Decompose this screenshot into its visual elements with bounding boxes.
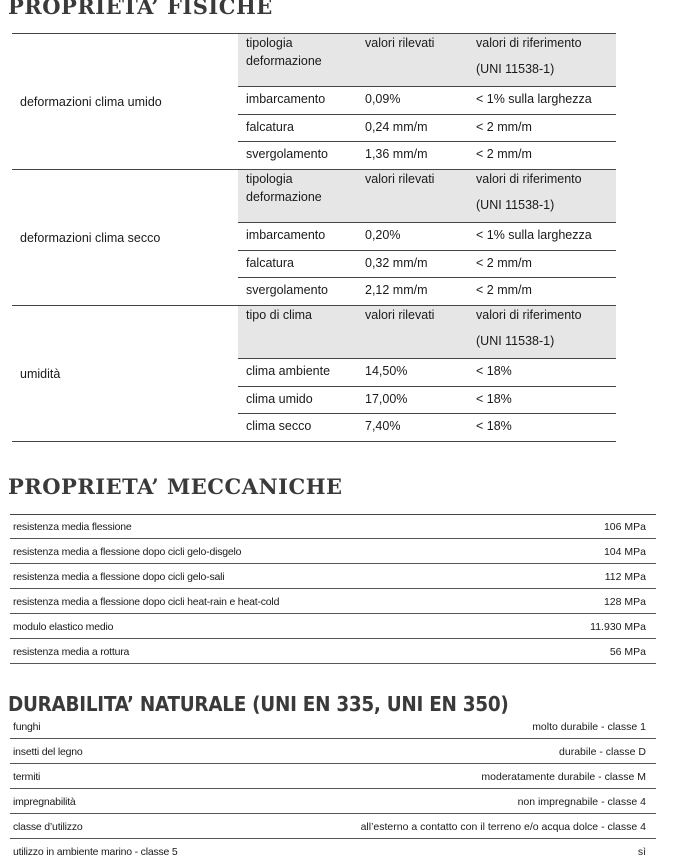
durability-property: utilizzo in ambiente marino - classe 5 [13, 846, 178, 858]
header-type-label: tipologia [246, 172, 293, 186]
mechanical-row [10, 514, 656, 539]
mechanical-row [10, 589, 656, 614]
durability-row [10, 739, 656, 764]
row-rule [238, 141, 616, 142]
row-rule [238, 277, 616, 278]
row-type: clima ambiente [246, 364, 331, 378]
row-reference: < 18% [476, 364, 512, 378]
row-rule [238, 250, 616, 251]
mechanical-value: 106 MPa [603, 521, 646, 533]
durability-property: funghi [13, 721, 41, 733]
row-value: 7,40% [365, 419, 401, 433]
durability-row [10, 839, 656, 860]
header-type-label-2: deformazione [246, 54, 322, 68]
durability-row [10, 789, 656, 814]
row-type: svergolamento [246, 147, 328, 161]
row-reference: < 1% sulla larghezza [476, 92, 592, 106]
mechanical-value: 128 MPa [603, 596, 646, 608]
mechanical-value: 104 MPa [603, 546, 646, 558]
row-type: clima umido [246, 391, 313, 406]
row-type: falcatura [246, 119, 294, 134]
row-reference: < 2 mm/m [476, 147, 532, 161]
row-rule [238, 413, 616, 414]
row-type: falcatura [246, 255, 294, 270]
durability-row [10, 764, 656, 789]
section-title-fisiche: PROPRIETA’ FISICHE [8, 0, 273, 19]
durability-property: termiti [13, 771, 41, 783]
header-reference-label: valori di riferimento [476, 36, 582, 50]
header-values-label: valori rilevati [365, 36, 435, 50]
durability-property: impregnabilità [13, 796, 76, 808]
row-value: 2,12 mm/m [365, 283, 428, 297]
row-reference: < 2 mm/m [476, 283, 532, 297]
group-label: umidità [20, 366, 61, 381]
mechanical-property: resistenza media a flessione dopo cicli heat-rain e heat-cold [13, 596, 280, 608]
header-type-label: tipologia [246, 36, 293, 50]
row-value: 17,00% [365, 391, 408, 406]
durability-value: non impregnabile - classe 4 [517, 796, 646, 808]
durability-value: sì [637, 846, 646, 858]
header-reference-label: valori di riferimento [476, 172, 582, 186]
durability-value: molto durabile - classe 1 [532, 721, 646, 733]
row-rule [238, 114, 616, 115]
row-value: 0,20% [365, 228, 401, 242]
row-type: imbarcamento [246, 228, 326, 242]
row-value: 1,36 mm/m [365, 147, 428, 161]
durability-value: durabile - classe D [559, 746, 646, 758]
header-values-label: valori rilevati [365, 308, 435, 322]
mechanical-row [10, 614, 656, 639]
section-title-meccaniche: PROPRIETA’ MECCANICHE [8, 474, 343, 499]
header-type-label: tipo di clima [246, 308, 312, 322]
header-rule [238, 86, 616, 87]
row-type: clima secco [246, 419, 312, 433]
row-value: 0,09% [365, 92, 401, 106]
durability-property: insetti del legno [13, 746, 83, 758]
mechanical-property: resistenza media a rottura [13, 646, 130, 658]
durability-row [10, 714, 656, 739]
row-reference: < 2 mm/m [476, 119, 532, 134]
header-reference-standard: (UNI 11538-1) [476, 198, 555, 212]
header-rule [238, 358, 616, 359]
group-label: deformazioni clima umido [20, 94, 162, 109]
mechanical-value: 11.930 MPa [590, 621, 646, 633]
header-reference-standard: (UNI 11538-1) [476, 334, 555, 348]
mechanical-row [10, 564, 656, 589]
durability-value: all’esterno a contatto con il terreno e/o acqua dolce - classe 4 [360, 821, 646, 833]
row-reference: < 18% [476, 419, 512, 433]
row-value: 0,32 mm/m [365, 255, 428, 270]
mechanical-value: 112 MPa [604, 571, 646, 583]
mechanical-row [10, 639, 656, 664]
durability-row [10, 814, 656, 839]
row-type: svergolamento [246, 283, 328, 297]
header-type-label-2: deformazione [246, 190, 322, 204]
mechanical-property: resistenza media a flessione dopo cicli gelo-disgelo [13, 546, 242, 558]
header-reference-label: valori di riferimento [476, 308, 582, 322]
durability-value: moderatamente durabile - classe M [481, 771, 646, 783]
row-rule [238, 386, 616, 387]
row-reference: < 2 mm/m [476, 255, 532, 270]
section-title-durabilita: DURABILITA’ NATURALE (UNI EN 335, UNI EN 350) [8, 692, 509, 716]
row-reference: < 1% sulla larghezza [476, 228, 592, 242]
header-values-label: valori rilevati [365, 172, 435, 186]
row-reference: < 18% [476, 391, 512, 406]
durability-property: classe d’utilizzo [13, 821, 83, 833]
mechanical-row [10, 539, 656, 564]
mechanical-value: 56 MPa [609, 646, 646, 658]
row-value: 14,50% [365, 364, 408, 378]
header-rule [238, 222, 616, 223]
mechanical-property: modulo elastico medio [13, 621, 114, 633]
mechanical-property: resistenza media a flessione dopo cicli gelo-sali [13, 571, 225, 583]
row-type: imbarcamento [246, 92, 326, 106]
table-bottom-rule [12, 441, 616, 442]
group-label: deformazioni clima secco [20, 230, 161, 245]
mechanical-property: resistenza media flessione [13, 521, 132, 533]
row-value: 0,24 mm/m [365, 119, 428, 134]
header-reference-standard: (UNI 11538-1) [476, 62, 555, 76]
